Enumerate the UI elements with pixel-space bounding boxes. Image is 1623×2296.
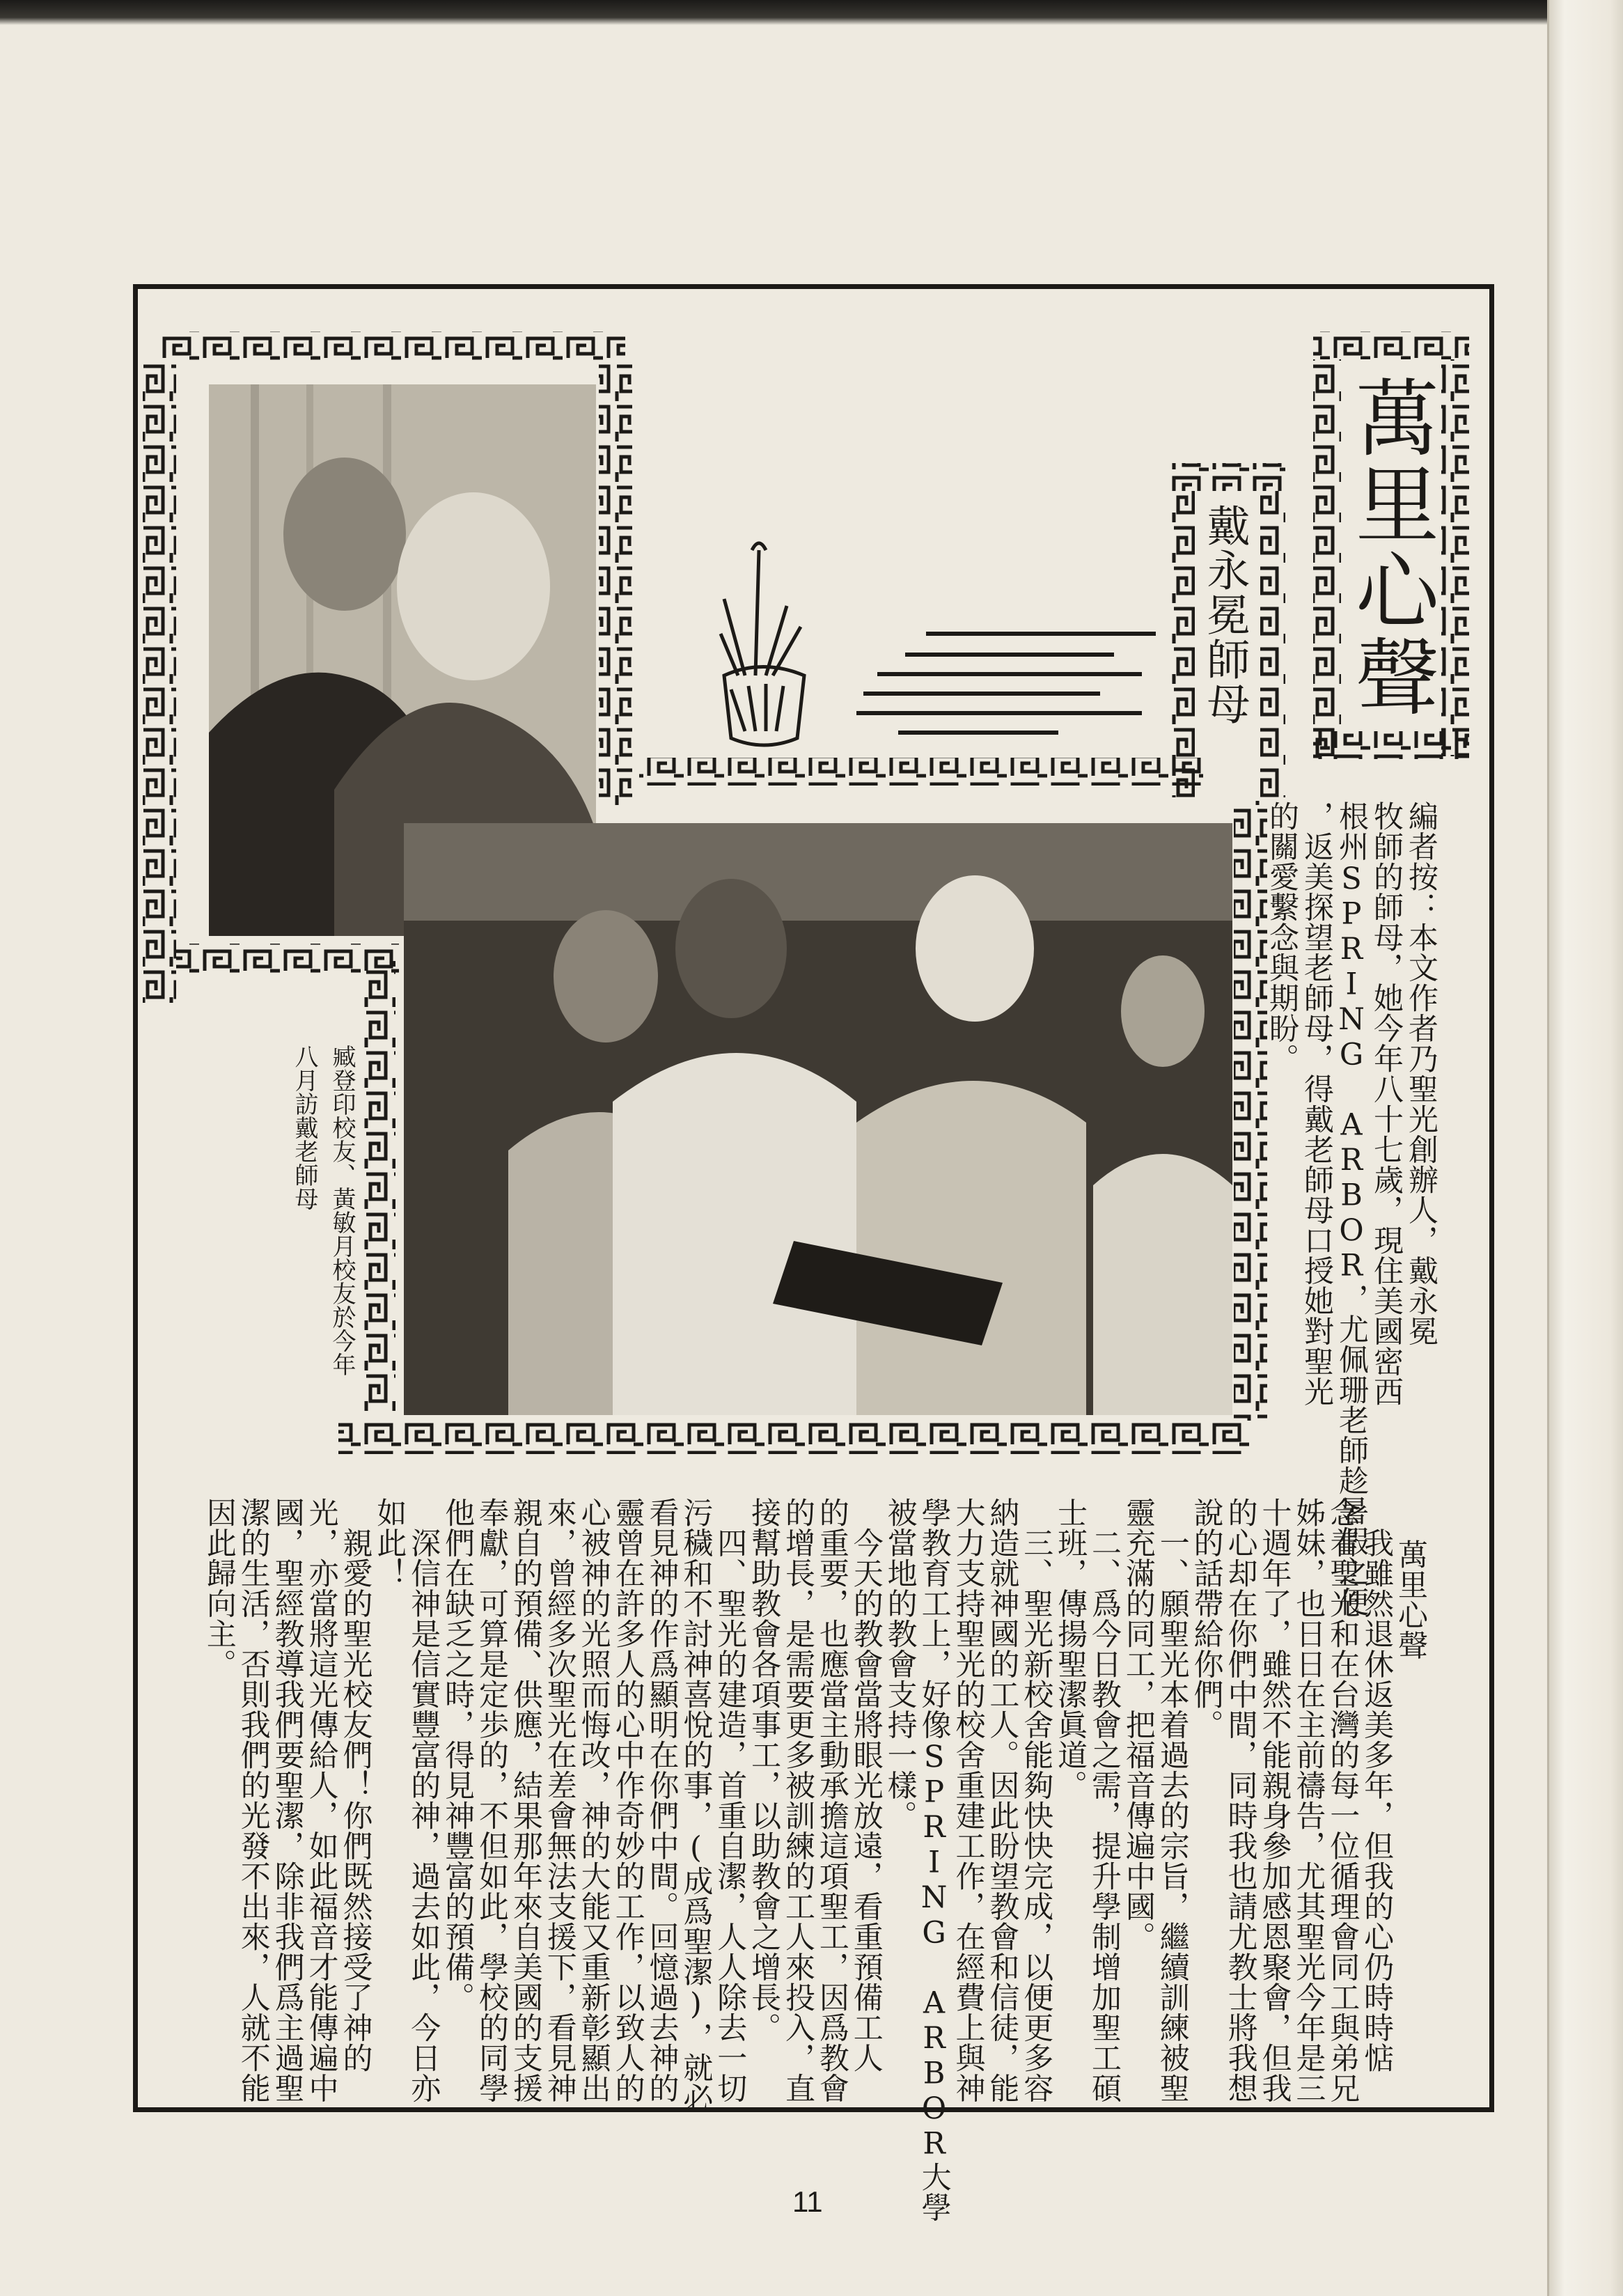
body-column: 被當地的教會支持一樣。: [882, 1497, 918, 1831]
body-column: 二、爲今日教會之需，提升學制增加聖工碩: [1087, 1497, 1122, 2103]
body-column: 奉獻，可算是定歩的，不但如此，學校的同學: [474, 1497, 509, 2103]
photo-caption: [279, 1045, 355, 1421]
body-column: 接幫助教會各項事工，以助教會之增長。: [746, 1497, 782, 2043]
body-column: 親愛的聖光校友們！你們既然接受了神的: [338, 1497, 373, 2073]
body-column: 學教育工上，好像SPRING ARBOR大學: [916, 1497, 952, 2222]
body-column: 來，曾經多次聖光在差會無法支援下，看見神: [542, 1497, 577, 2103]
body-column: 士班，傳揚聖潔眞道。: [1053, 1497, 1088, 1800]
article-title: 萬里心聲: [1342, 375, 1438, 720]
body-column: 今天的教會當將眼光放遠，看重預備工人: [848, 1497, 884, 2073]
body-column: 大力支持聖光的校舍重建工作，在經費上與神: [950, 1497, 986, 2103]
body-heading: 萬里心聲: [1393, 1539, 1428, 1660]
brush-pot-drawing: [721, 543, 804, 745]
body-column: 心被神的光照而悔改，神的大能又重新彰顯出: [576, 1497, 611, 2103]
editor-note-line: 的關愛繫念與期盼。: [1264, 801, 1299, 1074]
body-column: 說的話帶給你們。: [1189, 1497, 1224, 1740]
body-column: 靈曾在許多人的心中作奇妙的工作，以致人的: [610, 1497, 645, 2103]
body-column: 國，聖經教導我們要聖潔，除非我們爲主過聖: [269, 1497, 305, 2103]
editor-note-line: 根州SPRING ARBOR，尤佩珊老師趁暑假之便: [1334, 801, 1369, 1617]
body-column: 十週年了，雖然不能親身參加感恩聚會，但我: [1257, 1497, 1292, 2103]
body-column: 的心却在你們中間，同時我也請尤教士將我想: [1223, 1497, 1258, 2103]
body-column: 親自的預備、供應，結果那年來自美國的支援: [508, 1497, 543, 2103]
body-column: 深信神是信實豐富的神，過去如此，今日亦: [406, 1497, 441, 2103]
body-column: 納造就神國的工人。因此盼望教會和信徒，能: [985, 1497, 1020, 2103]
editor-note-line: 編者按：本文作者乃聖光創辦人，戴永冕: [1404, 801, 1438, 1346]
body-column: 看見神的作爲顯明在你們中間。回憶過去神的: [644, 1497, 680, 2103]
body-column: 四、聖光的建造，首重自潔，人人除去一切: [712, 1497, 748, 2103]
body-column: 三、聖光新校舍能夠快快完成，以便更多容: [1019, 1497, 1054, 2103]
body-column: 的增長，是需要更多被訓練的工人來投入，直: [781, 1497, 815, 2103]
editor-note-line: 牧師的師母，她今年八十七歲，現住美國密西: [1369, 801, 1404, 1407]
body-column: 因此歸向主。: [201, 1497, 237, 1679]
visit-photo: [404, 823, 1232, 1415]
body-column: 光，亦當將這光傳給人，如此福音才能傳遍中: [304, 1497, 339, 2103]
body-column: 靈充滿的同工，把福音傳遍中國。: [1120, 1497, 1156, 1952]
body-column: 的重要，也應當主動承擔這項聖工，因爲教會: [814, 1497, 849, 2103]
author-box: [1171, 463, 1283, 804]
body-column: 污穢和不討神喜悅的事，(成爲聖潔)，就必: [678, 1497, 714, 2113]
caption-line-2: 八月訪戴老師母: [290, 1045, 318, 1210]
body-column: 他們在缺乏之時，得見神豐富的預備。: [440, 1497, 476, 2013]
body-column: 一、願聖光本着過去的宗旨，繼續訓練被聖: [1154, 1497, 1190, 2103]
author-name: 戴永冕師母: [1200, 503, 1250, 726]
caption-line-1: 臧登印校友、黃敏月校友於今年: [328, 1045, 356, 1376]
body-column: 我雖然退休返美多年，但我的心仍時時惦: [1359, 1497, 1395, 2073]
page-number: 11: [792, 2185, 823, 2218]
brush-strokes-drawing: [856, 634, 1156, 733]
editor-note-line: ，返美探望老師母，得戴老師母口授她對聖光: [1299, 801, 1334, 1407]
title-box: [1317, 333, 1465, 759]
body-column: 念着聖光和在台灣的每一位循理會同工與弟兄: [1325, 1497, 1361, 2103]
body-column: 如此！: [372, 1497, 407, 1588]
body-column: 潔的生活，否則我們的光發不出來，人就不能: [235, 1497, 271, 2103]
body-column: 姊妹，也日日在主前禱告，尤其聖光今年是三: [1291, 1497, 1326, 2103]
